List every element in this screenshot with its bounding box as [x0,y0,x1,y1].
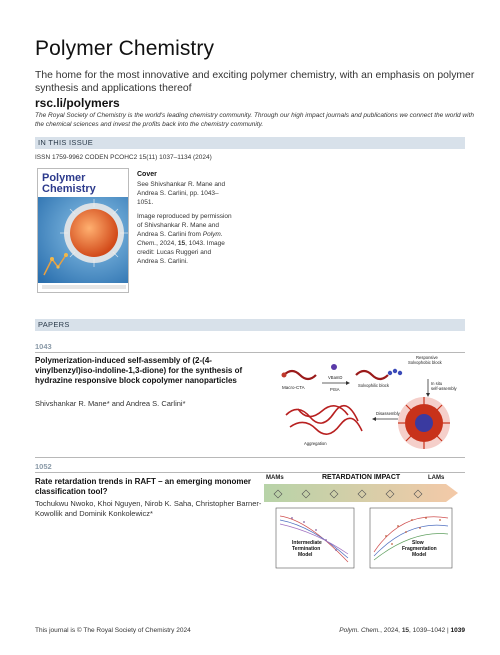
journal-tagline: The home for the most innovative and exciting polymer chemistry, with an emphasis on polymer synthesis and applications thereof [35,70,475,94]
footer-copyright: This journal is © The Royal Society of Chemistry 2024 [35,627,191,634]
intermediate-label-1: Intermediate [292,540,322,546]
retardation-arrow [264,484,458,502]
paper-title[interactable]: Polymerization-induced self-assembly of (2-(4-vinylbenzyl)iso-indoline-1,3-dione) for the synthesis of hydrazine responsive block copolymer nanoparticles [35,356,243,385]
toc-graphic-raft [262,470,462,570]
cover-journal-title: Polymer Chemistry [42,172,96,195]
cover-artwork [38,197,129,283]
solvophilic-block-label: Solvophilic block [358,383,389,388]
slow-label-3: Model [412,552,427,558]
in-this-issue-heading: IN THIS ISSUE [35,137,465,149]
intermediate-label-3: Model [298,552,313,558]
vbamd-label: VBamD [328,375,343,380]
cover-image [37,168,129,293]
papers-heading: PAPERS [35,319,465,331]
intermediate-termination-panel [276,508,354,568]
cover-credit: Image reproduced by permission of Shivshankar R. Mane and Andrea S. Carlini from Polym. Chem., 2024, 15, 1043. Image credit: Lucas Ruggeri and Andrea S. Carlini. [137,213,232,265]
paper-title[interactable]: Rate retardation trends in RAFT – an emerging monomer classification tool? [35,477,252,496]
aggregation-label: Aggregation [304,441,327,446]
paper-authors: Tochukwu Nwoko, Khoi Nguyen, Nirob K. Saha, Christopher Barner-Kowollik and Dominik Konkolewicz* [35,499,262,518]
cover-label: Cover [137,171,157,178]
rsc-statement: The Royal Society of Chemistry is the world's leading chemistry community. Through our high impact journals and publications we connect the world with the chemical sciences and invest the profits back into the chemistry community. [35,112,474,128]
paper-authors: Shivshankar R. Mane* and Andrea S. Carlini* [35,399,186,408]
in-situ-label-2: self-assembly [431,386,457,391]
journal-title: Polymer Chemistry [35,37,215,60]
disassembly-label: Disassembly [376,411,400,416]
intermediate-label-2: Termination [292,546,321,552]
footer-citation: Polym. Chem., 2024, 15, 1039–1042 | 1039 [339,627,465,634]
responsive-block-label-2: Solvophobic block [408,360,442,365]
macro-cta-label: Macro-CTA [282,385,305,390]
issn-line: ISSN 1759-9962 CODEN PCOHC2 15(11) 1037–1134 (2024) [35,154,212,161]
cover-description: See Shivshankar R. Mane and Andrea S. Carlini, pp. 1043–1051. [137,181,226,206]
paper-page-number: 1052 [35,462,52,471]
toc-graphic-pisa [278,353,464,453]
responsive-block-label-1: Responsive [416,355,438,360]
journal-url-link[interactable]: rsc.li/polymers [35,96,120,110]
slow-label-2: Fragmentation [402,546,437,552]
footer-page-number: 1039 [450,627,465,634]
vbamd-monomer [331,364,337,370]
cover-footer-strip [42,285,126,289]
paper-divider [35,457,465,458]
retardation-impact-label: RETARDATION IMPACT [322,474,401,481]
in-situ-label-1: In situ [431,381,443,386]
lams-label: LAMs [428,475,445,481]
paper-page-number: 1043 [35,342,52,351]
pisa-label: PISA [330,387,340,392]
mams-label: MAMs [266,475,284,481]
micelle-nanoparticle [398,397,450,449]
slow-label-1: Slow [412,540,424,546]
